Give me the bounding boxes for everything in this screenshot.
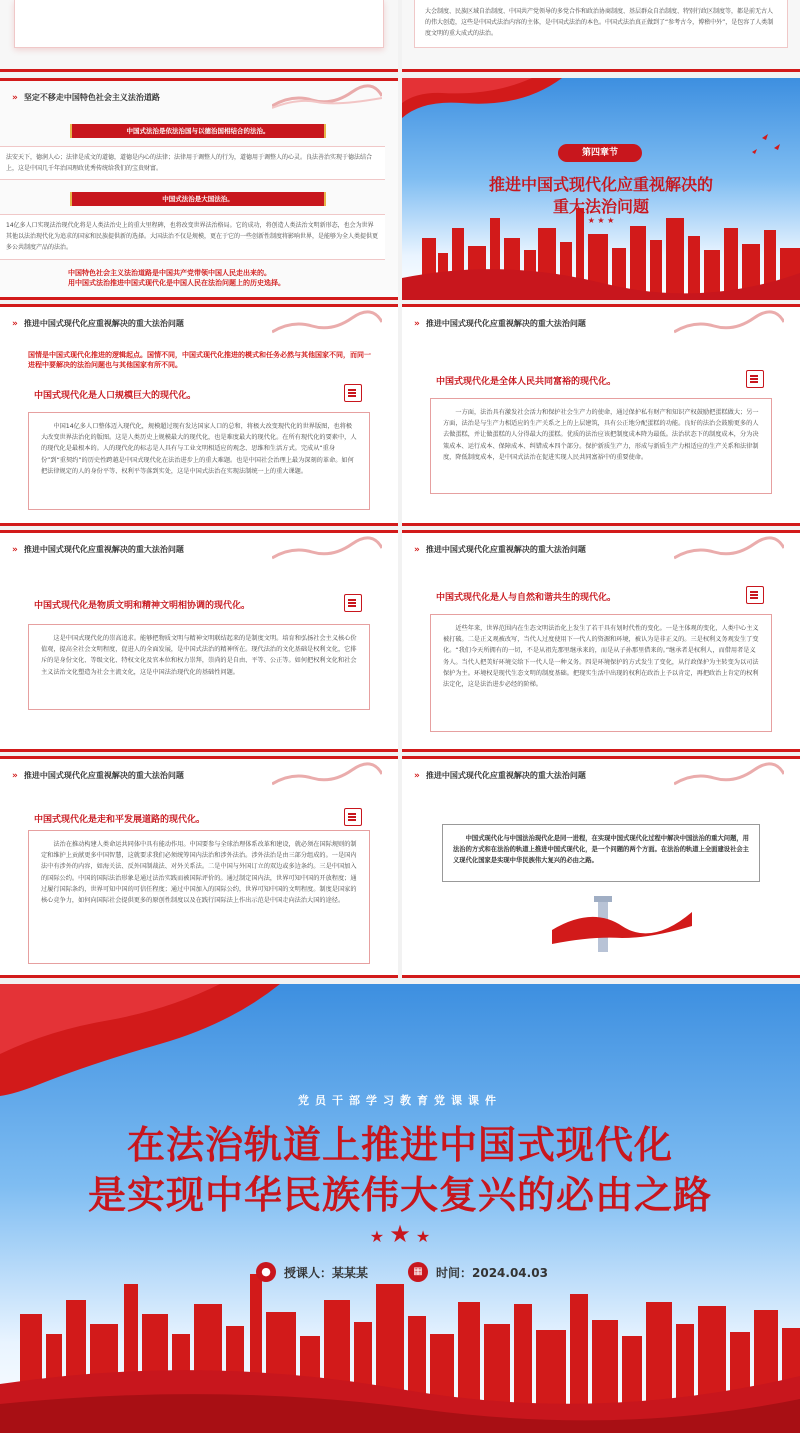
body-text: 中国14亿多人口整体迈入现代化，规模超过现有发达国家人口的总和，将极大改变现代化的世界版图，也将极大改变世界法治化的版图。这是人类历史上规模最大的现代化，也是难度最大的现代化。在所有现代化的要素中，人的现代化是最根本的。人的现代化的标志是人具有与工业文明相适应的观念、思维和生活方式。完成从“重身份”到“重契约”的历史性跨越是中国式现代化在法治进步上的重大难题。也是中国社会治理上最为深刻的革命。如何把法律规定的人的身份平等、权利平等落到实处，这是中国式法治在实现法制统一上的重大课题。	[28, 412, 370, 510]
slide-chapter-cover	[402, 78, 800, 300]
slide-header: » 坚定不移走中国特色社会主义法治道路	[12, 92, 160, 103]
slide-header: » 推进中国式现代化应重视解决的重大法治问题	[414, 318, 586, 329]
slide-harmony-nature	[402, 530, 800, 752]
content-box: 大会制度、民族区域自治制度、中国共产党领导的多党合作和政治协商制度、基层群众自治制度、特别行政区制度等，都是前无古人的伟大创造，这些是中国式法治内容的主体，是中国式法治的本色。中国式法治真正做到了“参考古今，博稽中外”，是包容了人类制度文明的重大成式的法治。	[414, 0, 788, 48]
chapter-title-line2: 重大法治问题	[552, 197, 649, 216]
chevron-icon: »	[12, 770, 18, 781]
star-row: ★ ★ ★	[587, 216, 615, 225]
lead-text: 国情是中国式现代化推进的逻辑起点。国情不同，中国式现代化推进的模式和任务必然与其他国家不同，而同一进程中要解决的法治问题也与其他国家有所不同。	[28, 351, 371, 369]
ribbon-2: 中国式法治是大国法治。	[70, 192, 326, 206]
slide-summary	[402, 756, 800, 978]
star-row: ★ ★ ★	[369, 1220, 431, 1248]
ribbon-pillar-decoration	[552, 886, 692, 956]
slide-peaceful-development	[0, 756, 398, 978]
chapter-title-line1: 推进中国式现代化应重视解决的	[488, 175, 713, 194]
section-subtitle: 中国式现代化是人与自然和谐共生的现代化。	[436, 593, 617, 603]
slide-population	[0, 304, 398, 526]
great-wall-icon	[674, 536, 784, 562]
document-icon	[344, 808, 362, 826]
slide-header: » 推进中国式现代化应重视解决的重大法治问题	[414, 544, 586, 555]
cover-title-line1: 在法治轨道上推进中国式现代化	[126, 1123, 673, 1167]
date: ▦ 时间：2024.04.03	[408, 1262, 548, 1282]
slide-header: » 推进中国式现代化应重视解决的重大法治问题	[12, 770, 184, 781]
slide-material-spiritual	[0, 530, 398, 752]
great-wall-icon	[272, 310, 382, 336]
chapter-badge: 第四章节	[558, 144, 642, 162]
text-box-2: 14亿多人口实现法治现代化将是人类法治史上的重大里程碑，也将改变世界法治格局。它的成功，将创造人类法治文明新形态，也会为世界其他以法治现代化为追求的国家和民族提供新的选择。大国法治不仅是规模，更在于它的一些创新性制度将影响世界，是能够为全人类提供更多公共制度产品的法治。	[0, 214, 385, 260]
body-text: 这是中国式现代化的崇高追求。能够把物质文明与精神文明联结起来的是制度文明。培育和弘扬社会主义核心价值观，提高全社会文明程度，促进人的全面发展，是中国式法治的精神所在。现代法治的文化基础是权利文化，它排斥的是身份文化、等级文化、特权文化及官本位和权力崇拜，崇尚的是自由、平等、公正等。如何把权利文化和社会主义法治文化塑造为社会主流文化，这是中国法治现代化的基础性问题。	[28, 624, 370, 710]
ribbon-1: 中国式法治是依法治国与以德治国相结合的法治。	[70, 124, 326, 138]
slide-main-cover	[0, 984, 800, 1433]
body-text: 近些年来，世界范围内在生态文明法治化上发生了若干具有划时代性的变化。一是主体观的变化，人类中心主义被打破。二是正义观被改写，当代人过度使用下一代人的资源和环境，被认为是非正义的。三是权利义务观发生了变化。“我们今天所拥有的一切，不是从祖先那里继承来的，而是从子孙那里借来的。”继承者是权利人，而借用者是义务人。当代人把美好环境交给下一代人是一种义务。四是环境保护的方式发生了变化，从行政保护为主转变为以司法保护为主。环境权是现代生态文明的制度基础。把现实生活中出现的权利在政治上予以肯定，再把政治上肯定的权利法定化，这是法治进步必经的阶梯。	[430, 614, 772, 732]
slide-header: » 推进中国式现代化应重视解决的重大法治问题	[12, 318, 184, 329]
content-box	[14, 0, 384, 48]
chevron-icon: »	[12, 318, 18, 329]
slide-rule-of-law-road	[0, 78, 398, 300]
body-text: 法治在推动构建人类命运共同体中具有能动作用。中国要参与全球治理体系改革和建设，就必须在国际规则的制定和维护上贡献更多中国智慧，这就要求我们必须统筹国内法治和涉外法治。涉外法治是由三部分组成的。一是国内法中有涉外的内容，如海关法、反外国制裁法、对外关系法。二是中国与外国订立的双边或多边条约。三是中国加入的国际公约。中国的国际法治形象是通过法治实践而被国际评价的。通过制定国内法，世界可知中国的开放程度；通过履行国际条约，世界可知中国的可信任程度；通过中国加入的国际公约，世界可知中国的文明程度。制度是国家的核心竞争力，如何向国际社会提供更多的原创性制度以及在践行国际法上作出示范是中国走向法治大国的途径。	[28, 830, 370, 964]
body-text: 一方面，法治具有激发社会活力和保护社会生产力的使命，通过保护私有财产和知识产权鼓励把蛋糕做大；另一方面，法治是与生产力相适应的生产关系之上的上层建筑，具有公正地分配蛋糕的功能。良好的法治会鼓励更多的人去做蛋糕，并让做蛋糕的人分得最大的蛋糕。优质的法治应该把制度成本降为最低。法治状态下的制度成本，分为决策成本、运行成本、保障成本、纠错成本四个部分。保护新质生产力，形成与新质生产力相适应的生产关系和法律制度，降低制度成本，是中国式法治在促进实现人民共同富裕中的重要使命。	[430, 398, 772, 494]
slide-header: » 推进中国式现代化应重视解决的重大法治问题	[12, 544, 184, 555]
summary-box: 中国式现代化与中国法治现代化是同一进程，在实现中国式现代化过程中解决中国法治的重大问题，用法治的方式和在法治的轨道上推进中国式现代化，是一个问题的两个方面。在法治的轨道上全面建设社会主义现代化国家是实现中华民族伟大复兴的必由之路。	[442, 824, 760, 882]
chevron-icon: »	[414, 770, 420, 781]
document-icon	[746, 370, 764, 388]
slide-top-right-partial	[402, 0, 800, 72]
calendar-icon: ▦	[408, 1262, 428, 1282]
chevron-icon: »	[414, 544, 420, 555]
section-subtitle: 中国式现代化是走和平发展道路的现代化。	[34, 815, 206, 825]
document-icon	[344, 384, 362, 402]
section-subtitle: 中国式现代化是物质文明和精神文明相协调的现代化。	[34, 601, 251, 611]
footer-text-1: 中国特色社会主义法治道路是中国共产党带领中国人民走出来的。	[68, 269, 271, 277]
great-wall-icon	[674, 762, 784, 788]
slide-header: » 推进中国式现代化应重视解决的重大法治问题	[414, 770, 586, 781]
cover-title-line2: 是实现中华民族伟大复兴的必由之路	[87, 1173, 712, 1217]
slide-common-prosperity	[402, 304, 800, 526]
great-wall-icon	[272, 536, 382, 562]
great-wall-icon	[272, 762, 382, 788]
great-wall-icon	[272, 84, 382, 110]
lecturer: ● 授课人：某某某	[256, 1262, 368, 1282]
chevron-icon: »	[414, 318, 420, 329]
section-subtitle: 中国式现代化是全体人民共同富裕的现代化。	[436, 377, 617, 387]
user-icon: ●	[256, 1262, 276, 1282]
slide-top-left-partial	[0, 0, 398, 72]
great-wall-icon	[674, 310, 784, 336]
chevron-icon: »	[12, 544, 18, 555]
footer-text-2: 用中国式法治推进中国式现代化是中国人民在法治问题上的历史选择。	[68, 279, 285, 287]
chevron-icon: »	[12, 92, 18, 103]
document-icon	[746, 586, 764, 604]
section-subtitle: 中国式现代化是人口规模巨大的现代化。	[34, 391, 197, 401]
text-box-1: 法安天下，德润人心；法律是成文的道德，道德是内心的法律；法律用于调整人的行为，道德用于调整人的心灵。良法善治实现于德法结合上，这是中国几千年治国理政优秀传统给我们的宝贵财富。	[0, 146, 385, 180]
document-icon	[344, 594, 362, 612]
cover-kicker: 党员干部学习教育党课课件	[298, 1094, 502, 1107]
